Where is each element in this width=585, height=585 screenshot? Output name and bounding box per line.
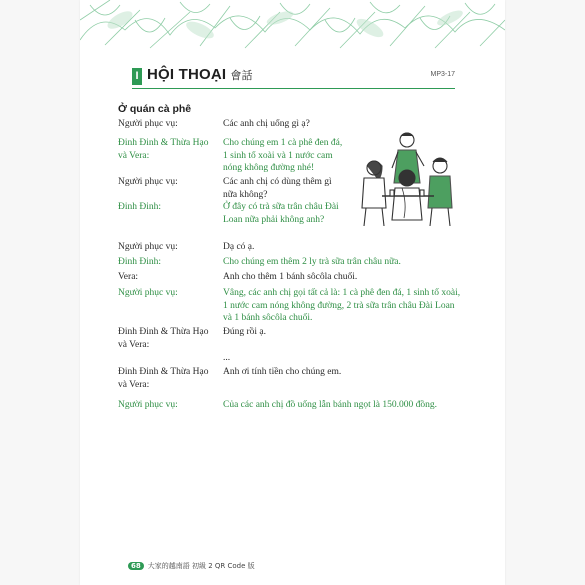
speaker-label: Đinh Đinh & Thừa Hạo và Vera: [118, 367, 209, 390]
speaker-label: Đinh Đinh & Thừa Hạo và Vera: [118, 327, 209, 350]
section-heading [132, 66, 455, 88]
speaker-label: Người phục vụ: [118, 177, 178, 187]
book-edition: QR Code 版 [214, 562, 255, 570]
dialogue-text: Anh ơi tính tiền cho chúng em. [223, 367, 342, 377]
dialogue-text: Các anh chị uống gì ạ? [223, 119, 310, 129]
heading-divider [132, 88, 455, 89]
dialogue-text: Cho chúng em thêm 2 ly trà sữa trân châu nữa. [223, 257, 401, 267]
book-title: 大家的越南語 [147, 562, 190, 570]
scene-title: Ở quán cà phê [118, 103, 192, 115]
dialogue-text: Vâng, các anh chị gọi tất cả là: 1 cà phê đen đá, 1 sinh tố xoài, 1 nước cam nóng không đường, 2 trà sữa trân châu Đài Loan và 1 bánh sôcôla chuối. [223, 288, 461, 324]
speaker-label: Người phục vụ: [118, 119, 178, 129]
speaker-label: Đinh Đinh: [118, 202, 162, 212]
page-number: 68 [128, 562, 144, 570]
book-level: 初級 2 [191, 562, 213, 570]
dialogue-text: Anh cho thêm 1 bánh sôcôla chuối. [223, 272, 358, 282]
page-footer [128, 561, 255, 571]
speaker-label: Người phục vụ: [118, 400, 178, 410]
section-title-vi: HỘI THOẠI [147, 66, 227, 83]
leaf-pattern-decoration [80, 0, 505, 50]
dialogue-text: Cho chúng em 1 cà phê đen đá, 1 sinh tố xoài và 1 nước cam nóng không đường nhé! [223, 138, 343, 174]
speaker-label: Đinh Đinh: [118, 257, 162, 267]
dialogue-text: Đúng rồi ạ. [223, 327, 267, 337]
book-page [80, 0, 505, 585]
dialogue-text: Ở đây có trà sữa trân châu Đài Loan nữa phải không anh? [223, 202, 339, 225]
dialogue-text: Của các anh chị đồ uống lẫn bánh ngọt là 150.000 đồng. [223, 400, 437, 410]
section-title-cjk: 會話 [230, 69, 253, 82]
speaker-label: Người phục vụ: [118, 242, 178, 252]
dialogue-text: Các anh chị có dùng thêm gì nữa không? [223, 177, 332, 200]
section-number-badge: I [132, 68, 142, 85]
section-title [147, 66, 253, 83]
speaker-label: Người phục vụ: [118, 288, 178, 298]
cafe-group-illustration [352, 128, 462, 228]
dialogue-text: Dạ có ạ. [223, 242, 255, 252]
speaker-label: Đinh Đinh & Thừa Hạo và Vera: [118, 138, 209, 161]
dialogue-text: ... [223, 353, 231, 363]
audio-track-label: MP3-17 [430, 71, 455, 78]
speaker-label: Vera: [118, 272, 139, 282]
